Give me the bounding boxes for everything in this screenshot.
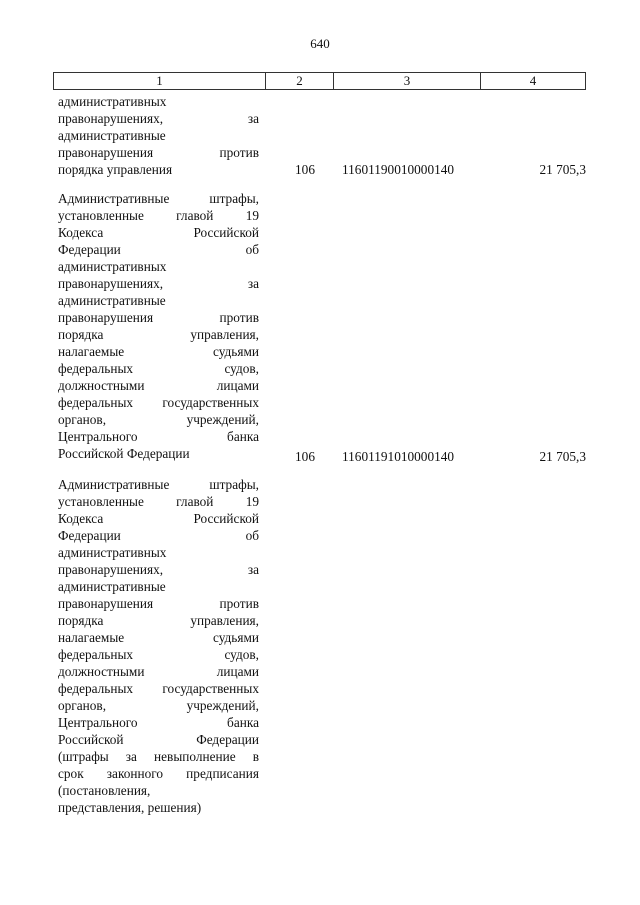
table-header xyxy=(53,72,586,90)
description-line: административные xyxy=(58,579,166,594)
description-line: федеральных судов, xyxy=(58,361,259,376)
header-col-2: 2 xyxy=(265,73,333,89)
description-line: должностными лицами xyxy=(58,378,259,393)
description-line: должностными лицами xyxy=(58,664,259,679)
description-line: Центрального банка xyxy=(58,715,259,730)
description-line: федеральных государственных xyxy=(58,395,259,410)
description-line: правонарушениях, за xyxy=(58,562,259,577)
description-line: правонарушениях, за xyxy=(58,111,259,126)
description-line: Федерации об xyxy=(58,528,259,543)
description-line: административных xyxy=(58,259,167,274)
description-line: органов, учреждений, xyxy=(58,412,259,427)
description-line: органов, учреждений, xyxy=(58,698,259,713)
description-line: административные xyxy=(58,293,166,308)
description-line: Российской Федерации xyxy=(58,732,259,747)
description-line: (постановления, xyxy=(58,783,151,798)
description-line: правонарушениях, за xyxy=(58,276,259,291)
amount: 21 705,3 xyxy=(539,449,586,464)
description-line: административных xyxy=(58,94,167,109)
description-line: правонарушения против xyxy=(58,310,259,325)
row-description xyxy=(58,93,259,178)
description-line: порядка управления xyxy=(58,162,173,177)
budget-classification-code: 11601190010000140 xyxy=(342,162,455,177)
description-line: федеральных судов, xyxy=(58,647,259,662)
description-line: порядка управления, xyxy=(58,613,259,628)
description-line: срок законного предписания xyxy=(58,766,259,781)
header-col-1: 1 xyxy=(156,73,163,88)
description-line: правонарушения против xyxy=(58,145,259,160)
description-line: правонарушения против xyxy=(58,596,259,611)
description-line: порядка управления, xyxy=(58,327,259,342)
description-line: установленные главой 19 xyxy=(58,208,259,223)
description-line: представления, решения) xyxy=(58,800,202,815)
description-line: Административные штрафы, xyxy=(58,477,259,492)
admin-code: 106 xyxy=(295,162,315,177)
page-number: 640 xyxy=(310,36,330,51)
description-line: федеральных государственных xyxy=(58,681,259,696)
description-line: Кодекса Российской xyxy=(58,511,259,526)
description-line: Российской Федерации xyxy=(58,446,190,461)
description-line: Кодекса Российской xyxy=(58,225,259,240)
description-line: административные xyxy=(58,128,166,143)
budget-classification-code: 11601191010000140 xyxy=(342,449,455,464)
row-description xyxy=(58,476,259,816)
description-line: Федерации об xyxy=(58,242,259,257)
description-line: налагаемые судьями xyxy=(58,344,259,359)
description-line: Центрального банка xyxy=(58,429,259,444)
description-line: (штрафы за невыполнение в xyxy=(58,749,259,764)
description-line: Административные штрафы, xyxy=(58,191,259,206)
row-description xyxy=(58,190,259,462)
description-line: административных xyxy=(58,545,167,560)
description-line: налагаемые судьями xyxy=(58,630,259,645)
header-col-4: 4 xyxy=(480,73,585,89)
admin-code: 106 xyxy=(295,449,315,464)
header-col-3: 3 xyxy=(333,73,480,89)
description-line: установленные главой 19 xyxy=(58,494,259,509)
amount: 21 705,3 xyxy=(539,162,586,177)
